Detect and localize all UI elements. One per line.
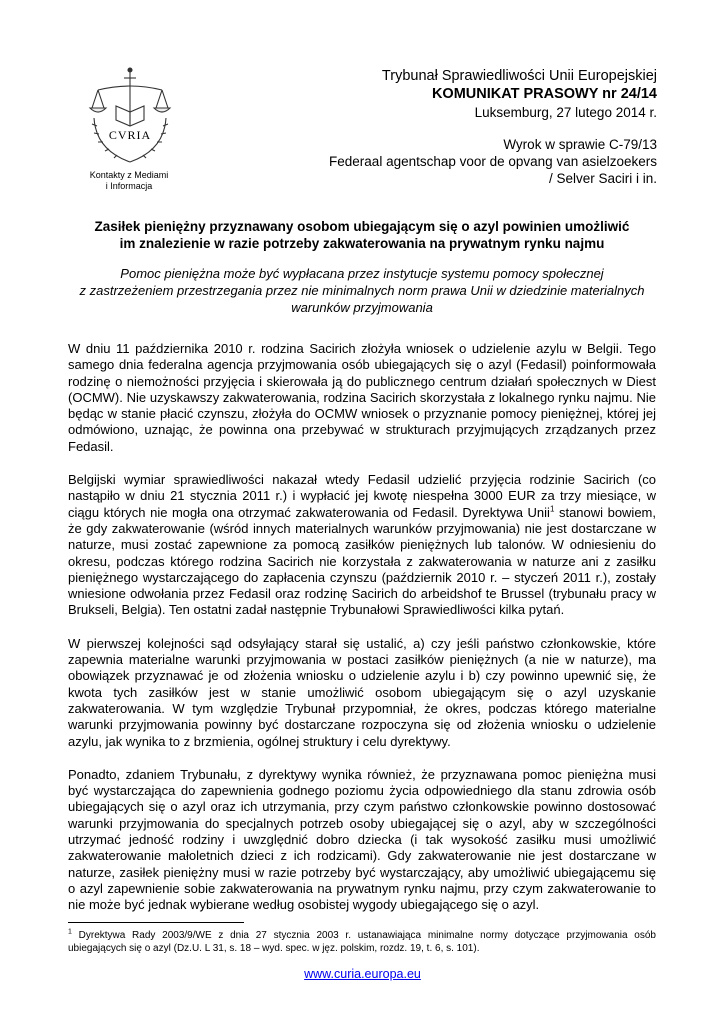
headline: [62, 218, 662, 252]
court-name: Trybunał Sprawiedliwości Unii Europejskiej: [381, 68, 657, 84]
subheadline-line-1: Pomoc pieniężna może być wypłacana przez instytucje systemu pomocy społecznej: [120, 266, 604, 281]
curia-logo: [84, 66, 176, 170]
subheadline: [62, 265, 662, 316]
case-parties-line-2: / Selver Saciri i in.: [548, 171, 657, 186]
curia-website-link[interactable]: www.curia.europa.eu: [304, 967, 421, 981]
paragraph-2: [68, 472, 656, 619]
article-body: [68, 341, 656, 931]
subheadline-line-2: z zastrzeżeniem przestrzegania przez nie minimalnych norm prawa Unii w dziedzinie materialnych: [79, 283, 645, 298]
footnote-text: Dyrektywa Rady 2003/9/WE z dnia 27 stycznia 2003 r. ustanawiająca minimalne normy dotyczące przyjmowania osób ubiegających się o azyl (Dz.U. L 31, s. 18 – wyd. spec. w jęz. polskim, rozdz. 19, t. 6, s. 101).: [68, 930, 656, 954]
logo-caption-line-1: Kontakty z Mediami: [89, 170, 169, 180]
paragraph-4: Ponadto, zdaniem Trybunału, z dyrektywy wynika również, że przyznawana pomoc pieniężna musi być wystarczająca do zapewnienia godnego poziomu życia odpowiedniego dla stanu zdrowia osób ubiegających się o azyl oraz ich utrzymania, przy czym państwo członkowskie powinno dostosować warunki przyjmowania do specjalnych potrzeb osoby ubiegającej się o azyl, aby w szczególności utrzymać jedność rodziny i uwzględnić dobro dziecka (i tak wysokość zasiłku musi umożliwić zakwaterowanie małoletnich dzieci z ich rodzicami). Gdy zakwaterowanie nie jest dostarczane w naturze, zasiłek pieniężny musi w razie potrzeby być wystarczający, aby umożliwić ubiegającemu się o azyl zapewnienie sobie zakwaterowania na prywatnym rynku najmu, przy czym zakwaterowanie to nie może być jednak wybierane według osobistej wygody ubiegającego się o azyl.: [68, 766, 656, 913]
paragraph-3: W pierwszej kolejności sąd odsyłający starał się ustalić, a) czy jeśli państwo członkowskie, które zapewnia materialne warunki przyjmowania w postaci zasiłków pieniężnych (a nie w naturze), ma obowiązek przyznawać je od złożenia wniosku o udzielenie azylu i b) czy powinno upewnić się, że kwota tych zasiłków jest w stanie umożliwić osobom ubiegającym się o azyl uzyskanie zakwaterowania. W tym względzie Trybunał przypomniał, że okres, podczas którego materialne warunki przyjmowania powinny być dostarczane rozpoczyna się od złożenia wniosku o udzielenie azylu, jak wynika to z brzmienia, ogólnej struktury i celu dyrektywy.: [68, 635, 656, 749]
press-release-header: [237, 68, 657, 187]
paragraph-2-text-a: Belgijski wymiar sprawiedliwości nakazał wtedy Fedasil udzielić przyjęcia rodzinie Sacirich (co nastąpiło w dniu 21 stycznia 2011 r.) i wypłacić jej kwotę niespełna 3000 EUR za trzy miesiące, w ciągu których nie mogła ona otrzymać zakwaterowania od Fedasil. Dyrektywa Unii: [68, 472, 656, 520]
subheadline-line-3: warunków przyjmowania: [291, 300, 433, 315]
case-number: Wyrok w sprawie C-79/13: [503, 137, 657, 152]
headline-line-1: Zasiłek pieniężny przyznawany osobom ubiegającym się o azyl powinien umożliwić: [94, 219, 630, 234]
footnote-divider: [68, 922, 244, 923]
release-date: Luksemburg, 27 lutego 2014 r.: [474, 105, 657, 120]
logo-text: CVRIA: [108, 128, 152, 142]
headline-line-2: im znalezienie w razie potrzeby zakwaterowania na prywatnym rynku najmu: [119, 236, 605, 251]
media-contacts-caption: [64, 170, 194, 192]
paragraph-2-text-b: stanowi bowiem, że gdy zakwaterowanie (wśród innych materialnych warunków przyjmowania) nie jest dostarczane w naturze, musi zostać zapewnione za pomocą zasiłków pieniężnych lub talonów. W odniesieniu do okresu, podczas którego rodzina Sacirich nie korzystała z zakwaterowania w naturze ani z zasiłku pieniężnego wystarczającego do zapłacenia czynszu (październik 2010 r. – styczeń 2011 r.), zostały wniesione odwołania przez Fedasil oraz rodzinę Sacirich do arbeidshof te Brussel (trybunału pracy w Brukseli, Belgia). Ten ostatni zadał następnie Trybunałowi Sprawiedliwości kilka pytań.: [68, 504, 656, 618]
case-parties-line-1: Federaal agentschap voor de opvang van asielzoekers: [329, 154, 657, 169]
footnote-number: 1: [68, 928, 72, 936]
press-release-number: KOMUNIKAT PRASOWY nr 24/14: [431, 86, 657, 102]
footnote-reference[interactable]: 1: [549, 504, 555, 514]
paragraph-1: W dniu 11 października 2010 r. rodzina Sacirich złożyła wniosek o udzielenie azylu w Belgii. Tego samego dnia federalna agencja przyjmowania osób ubiegających się o azyl (Fedasil) poinformowała rodzinę o niemożności przyjęcia i skierowała ją do publicznego centrum działań społecznych w Diest (OCMW). Nie uzyskawszy zakwaterowania, rodzina Sacirich skorzystała z lokalnego rynku najmu. Nie będąc w stanie płacić czynszu, złożyła do OCMW wniosek o przyznanie pomocy pieniężnej, której jej odmówiono, uznając, że powinna ona przebywać w strukturach przyjmujących zrządzanych przez Fedasil.: [68, 341, 656, 454]
curia-emblem-icon: [84, 66, 176, 170]
footnote: [68, 929, 656, 955]
logo-caption-line-2: i Informacja: [105, 181, 153, 191]
